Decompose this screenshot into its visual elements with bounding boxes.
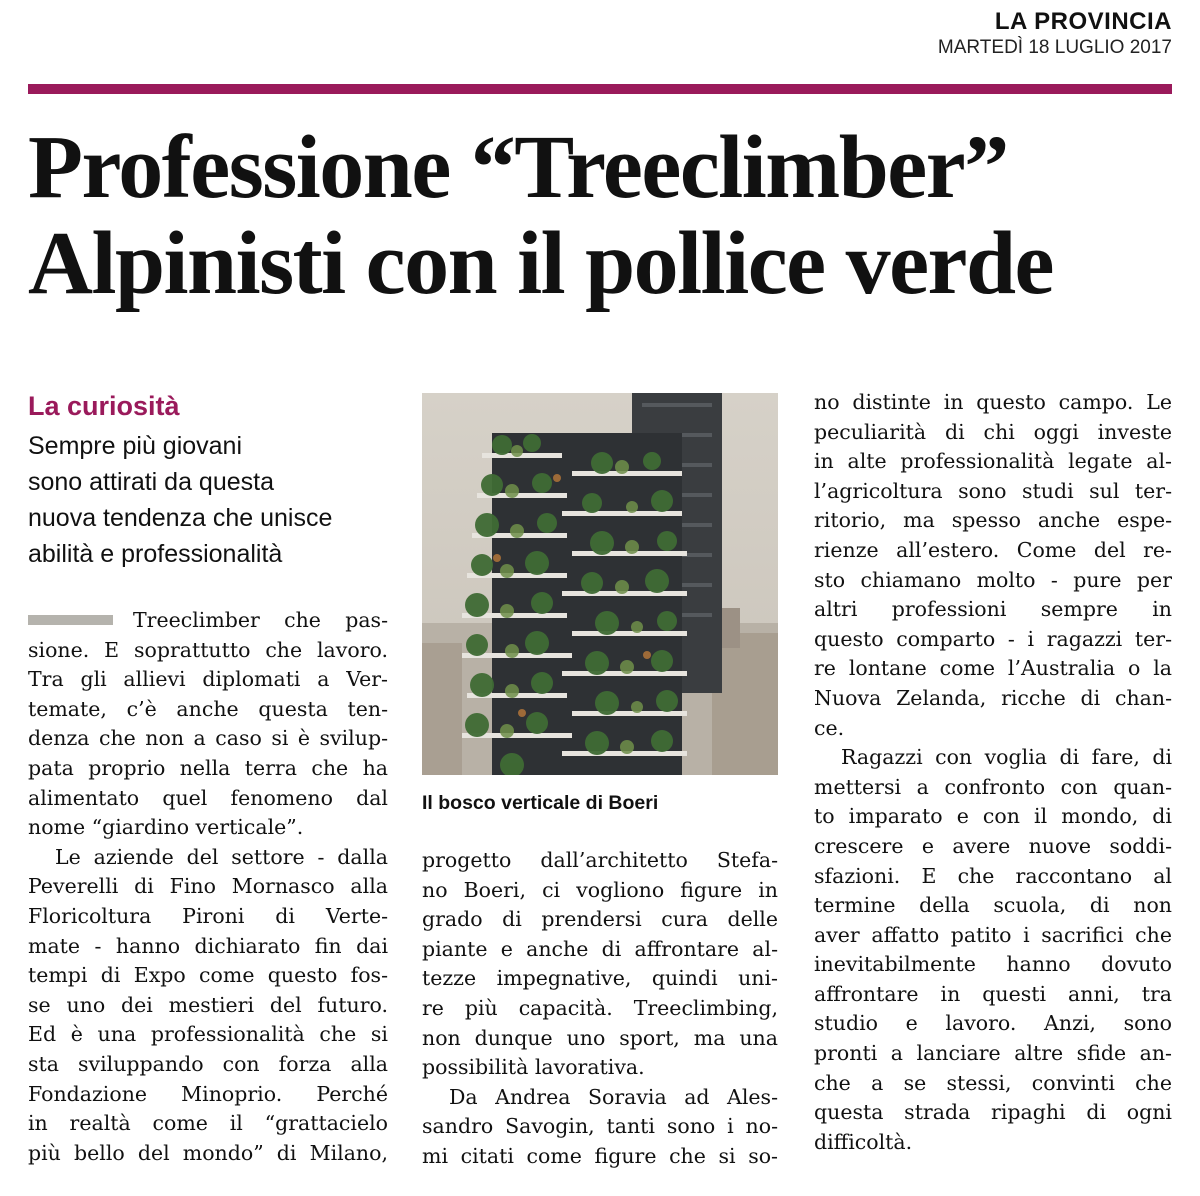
article-line: mettersi a confronto con quan-: [814, 774, 1172, 799]
article-line: re più capacità. Treeclimbing,: [422, 995, 778, 1020]
article-column-1: [28, 606, 388, 1168]
article-line: Ed è una professionalità che si: [28, 1022, 388, 1047]
article-line: alimentato quel fenomeno dal: [28, 785, 388, 810]
article-line: denza che non a caso si è svilup-: [28, 726, 388, 751]
kicker-label: La curiosità: [28, 391, 180, 421]
article-line: in alte professionalità legate al-: [814, 449, 1172, 474]
article-line: to imparato e con il mondo, di: [814, 804, 1172, 829]
header-rule: [28, 84, 1172, 94]
article-line: se uno dei mestieri del futuro.: [28, 992, 388, 1017]
kicker-line: abilità e professionalità: [28, 540, 283, 568]
headline: [28, 120, 1178, 312]
article-line: difficoltà.: [814, 1129, 913, 1154]
article-line: ce.: [814, 715, 845, 740]
article-line: termine della scuola, di non: [814, 893, 1172, 918]
article-line: non dunque uno sport, ma una: [422, 1025, 778, 1050]
headline-line-1: Professione “Treeclimber”: [28, 118, 1008, 217]
article-line: sto chiamano molto - pure per: [814, 567, 1172, 592]
article-line: nome “giardino verticale”.: [28, 815, 304, 840]
article-line: no Boeri, ci vogliono figure in: [422, 877, 778, 902]
vertical-forest-photo: [422, 393, 778, 775]
article-line: tezze impegnative, quindi uni-: [422, 966, 778, 991]
article-line: Tra gli allievi diplomati a Ver-: [28, 667, 388, 692]
article-line: Peverelli di Fino Mornasco alla: [28, 874, 388, 899]
article-line: pata proprio nella terra che ha: [28, 755, 388, 780]
article-line: tempi di Expo come questo fos-: [28, 963, 388, 988]
vertical-forest-illustration: [422, 393, 778, 775]
article-line: questo comparto - i ragazzi ter-: [814, 626, 1172, 651]
article-line: Fondazione Minoprio. Perché: [28, 1081, 388, 1106]
article-line: temate, c’è anche questa ten-: [28, 696, 388, 721]
article-line: ritorio, ma spesso anche espe-: [814, 508, 1172, 533]
article-line: sione. E soprattutto che lavoro.: [28, 637, 388, 662]
article-line: possibilità lavorativa.: [422, 1055, 645, 1080]
article-line: Nuova Zelanda, ricche di chan-: [814, 685, 1172, 710]
article-line: affrontare in questi anni, tra: [814, 981, 1172, 1006]
article-line: altri professioni sempre in: [814, 597, 1172, 622]
article-column-2: [422, 846, 778, 1172]
newspaper-name: LA PROVINCIA: [994, 8, 1172, 35]
article-line: sta sviluppando con forza alla: [28, 1051, 388, 1076]
article-line: Da Andrea Soravia ad Ales-: [449, 1084, 778, 1109]
article-line: peculiarità di chi oggi investe: [814, 419, 1172, 444]
article-line: crescere e avere nuove soddi-: [814, 833, 1172, 858]
article-line: pronti a lanciare altre sfide an-: [814, 1041, 1172, 1066]
article-line: l’agricoltura sono studi sul ter-: [814, 478, 1172, 503]
article-line: grado di prendersi cura delle: [422, 907, 778, 932]
article-line: progetto dall’architetto Stefa-: [422, 848, 778, 872]
article-line: questa strada ripaghi di ogni: [814, 1100, 1172, 1125]
issue-date: MARTEDÌ 18 LUGLIO 2017: [937, 37, 1172, 58]
article-line: sfazioni. E che raccontano al: [814, 863, 1172, 888]
kicker-line: Sempre più giovani: [28, 432, 243, 460]
article-line: Floricoltura Pironi di Verte-: [28, 903, 388, 928]
article-line: aver affatto patito i sacrifici che: [814, 922, 1172, 947]
article-column-3: [814, 388, 1172, 1157]
photo-caption: Il bosco verticale di Boeri: [422, 792, 659, 814]
article-line: studio e lavoro. Anzi, sono: [814, 1011, 1172, 1036]
article-line: Ragazzi con voglia di fare, di: [841, 745, 1172, 770]
article-line: che a se stessi, convinti che: [814, 1070, 1172, 1095]
article-line: mi citati come figure che si so-: [422, 1143, 778, 1168]
article-line: inevitabilmente hanno dovuto: [814, 952, 1172, 977]
kicker-line: nuova tendenza che unisce: [28, 504, 333, 532]
article-line: in realtà come il “grattacielo: [28, 1111, 388, 1136]
masthead: [938, 8, 1172, 60]
article-line: re lontane come l’Australia o la: [814, 656, 1172, 681]
article-line: mate - hanno dichiarato fin dai: [28, 933, 388, 958]
article-line: piante e anche di affrontare al-: [422, 936, 778, 961]
article-line: rienze all’estero. Come del re-: [814, 537, 1172, 562]
article-line: Treeclimber che pas-: [28, 606, 388, 636]
kicker-line: sono attirati da questa: [28, 468, 274, 496]
article-line: sandro Savogin, tanti sono i no-: [422, 1114, 778, 1139]
article-line: Le aziende del settore - dalla: [55, 844, 388, 869]
kicker-summary: [28, 428, 398, 572]
headline-line-2: Alpinisti con il pollice verde: [28, 214, 1053, 313]
article-line: no distinte in questo campo. Le: [814, 390, 1172, 414]
article-line: più bello del mondo” di Milano,: [28, 1140, 388, 1165]
lead-bar: [28, 615, 113, 625]
